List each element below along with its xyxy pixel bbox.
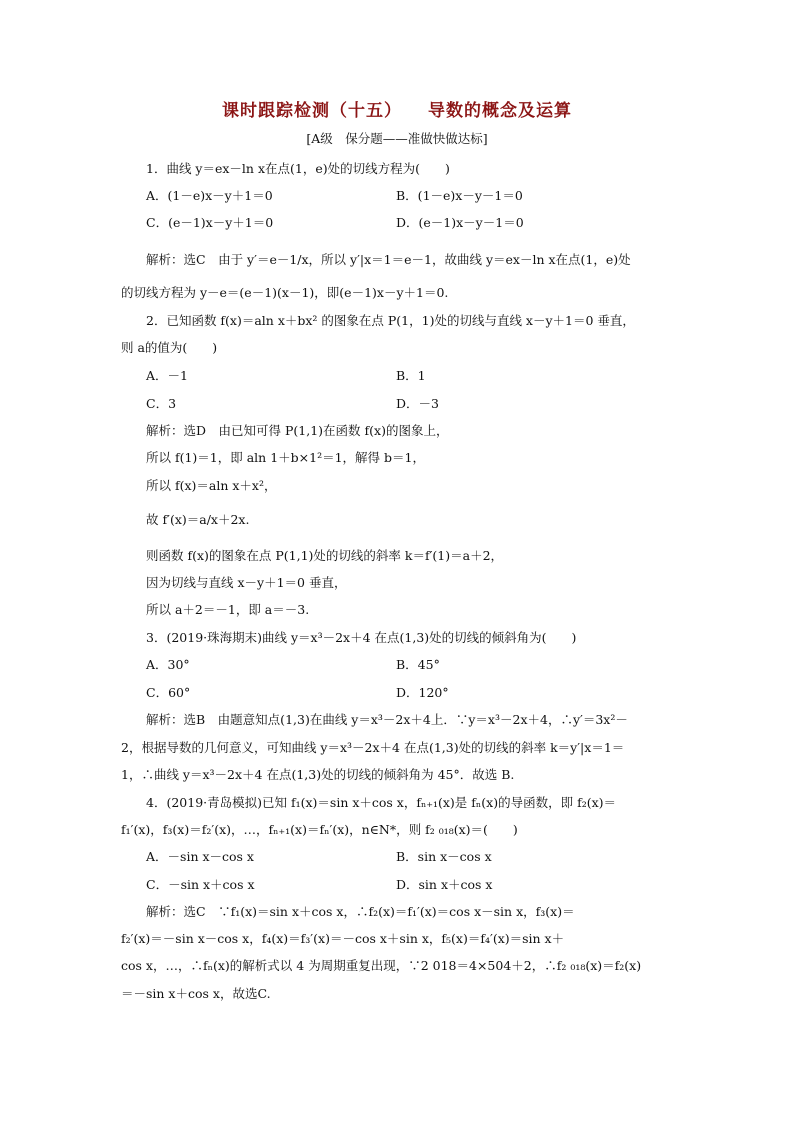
q1-solution-line-2: 的切线方程为 y－e＝(e－1)(x－1)，即(e－1)x－y＋1＝0.	[121, 285, 449, 300]
q2-solution-line-2: 所以 f(1)＝1，即 aln 1＋b×1²＝1，解得 b＝1，	[146, 450, 425, 465]
q2-solution-line-5: 则函数 f(x)的图象在点 P(1,1)处的切线的斜率 k＝f′(1)＝a＋2，	[146, 548, 504, 563]
q1-option-a: A．(1－e)x－y＋1＝0	[146, 188, 273, 203]
page-title	[0, 96, 794, 121]
q1-stem: 1．曲线 y＝ex－ln x在点(1，e)处的切线方程为( )	[146, 161, 450, 176]
q1-option-c: C．(e－1)x－y＋1＝0	[146, 215, 274, 230]
q2-option-c: C．3	[146, 396, 177, 411]
q4-stem-line-1: 4．(2019·青岛模拟)已知 f₁(x)＝sin x＋cos x，fₙ₊₁(x)是 fₙ(x)的导函数，即 f₂(x)＝	[146, 795, 617, 810]
q2-solution-line-1: 解析：选D 由已知可得 P(1,1)在函数 f(x)的图象上，	[146, 423, 449, 438]
title-main: 课时跟踪检测（十五）	[222, 101, 402, 121]
q2-solution-line-3: 所以 f(x)＝aln x＋x²，	[146, 478, 277, 493]
q2-solution-line-4: 故 f′(x)＝a/x＋2x.	[146, 512, 250, 527]
q1-option-d: D．(e－1)x－y－1＝0	[396, 215, 524, 230]
section-subtitle: [A级 保分题——准做快做达标]	[306, 131, 488, 146]
q3-option-a: A．30°	[146, 657, 190, 672]
q1-solution-line-1: 解析：选C 由于 y′＝e－1/x，所以 y′|x＝1＝e－1，故曲线 y＝ex－ln x在点(1，e)处	[146, 252, 631, 267]
q3-stem: 3．(2019·珠海期末)曲线 y＝x³－2x＋4 在点(1,3)处的切线的倾斜角为( )	[146, 630, 577, 645]
q1-option-b: B．(1－e)x－y－1＝0	[396, 188, 523, 203]
q2-option-d: D．－3	[396, 396, 439, 411]
q2-option-b: B．1	[396, 368, 426, 383]
q4-solution-line-3: cos x，…，∴fₙ(x)的解析式以 4 为周期重复出现，∵2 018＝4×504＋2，∴f₂ ₀₁₈(x)＝f₂(x)	[121, 958, 642, 973]
q4-solution-line-4: ＝－sin x＋cos x，故选C.	[121, 986, 271, 1001]
q2-option-a: A．－1	[146, 368, 188, 383]
q2-solution-line-7: 所以 a＋2＝－1，即 a＝－3.	[146, 602, 310, 617]
q2-solution-line-6: 因为切线与直线 x－y＋1＝0 垂直，	[146, 575, 347, 590]
q4-option-a: A．－sin x－cos x	[146, 849, 254, 864]
q2-stem-line-2: 则 a的值为( )	[121, 340, 218, 355]
q4-option-b: B．sin x－cos x	[396, 849, 492, 864]
q4-stem-line-2: f₁′(x)，f₃(x)＝f₂′(x)，…，fₙ₊₁(x)＝fₙ′(x)，n∈N*，则 f₂ ₀₁₈(x)＝( )	[121, 822, 518, 837]
title-topic: 导数的概念及运算	[428, 101, 572, 121]
q3-option-b: B．45°	[396, 657, 440, 672]
q3-solution-line-3: 1，∴曲线 y＝x³－2x＋4 在点(1,3)处的切线的倾斜角为 45°．故选 B.	[121, 767, 515, 782]
q3-solution-line-1: 解析：选B 由题意知点(1,3)在曲线 y＝x³－2x＋4上．∵y＝x³－2x＋4，∴y′＝3x²－	[146, 712, 628, 727]
q2-stem-line-1: 2．已知函数 f(x)＝aln x＋bx² 的图象在点 P(1，1)处的切线与直线 x－y＋1＝0 垂直，	[146, 313, 635, 328]
q4-solution-line-1: 解析：选C ∵f₁(x)＝sin x＋cos x，∴f₂(x)＝f₁′(x)＝cos x－sin x，f₃(x)＝	[146, 904, 575, 919]
q4-solution-line-2: f₂′(x)＝－sin x－cos x，f₄(x)＝f₃′(x)＝－cos x＋sin x，f₅(x)＝f₄′(x)＝sin x＋	[121, 931, 565, 946]
q4-option-d: D．sin x＋cos x	[396, 877, 493, 892]
q4-option-c: C．－sin x＋cos x	[146, 877, 255, 892]
q3-solution-line-2: 2，根据导数的几何意义，可知曲线 y＝x³－2x＋4 在点(1,3)处的切线的斜率 k＝y′|x＝1＝	[121, 740, 625, 755]
q3-option-c: C．60°	[146, 685, 191, 700]
q3-option-d: D．120°	[396, 685, 449, 700]
